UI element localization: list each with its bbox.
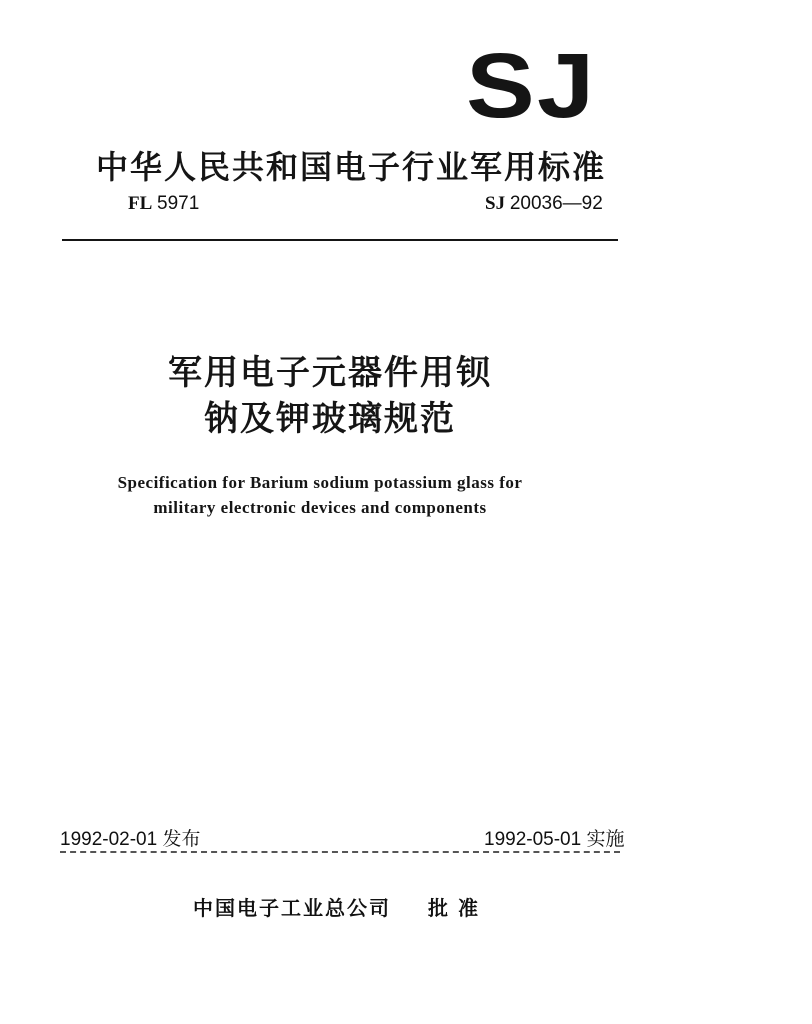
header-divider bbox=[62, 239, 618, 241]
standard-number-value: 20036—92 bbox=[509, 193, 603, 214]
chinese-title-line-2: 钠及钾玻璃规范 bbox=[204, 399, 456, 439]
publish-label: 发布 bbox=[162, 829, 201, 850]
chinese-title-line-1: 军用电子元器件用钡 bbox=[168, 353, 492, 393]
effective-date-block bbox=[484, 824, 625, 851]
approved-label: 批准 bbox=[428, 896, 488, 920]
sj-logo: SJ bbox=[466, 35, 597, 137]
effective-label: 实施 bbox=[586, 829, 625, 850]
publish-date-block bbox=[60, 824, 201, 851]
classification-code bbox=[128, 193, 199, 215]
chinese-title bbox=[0, 350, 660, 442]
publish-date: 1992-02-01 bbox=[60, 829, 158, 850]
effective-date: 1992-05-01 bbox=[484, 829, 582, 850]
standard-number-prefix: SJ bbox=[485, 193, 506, 214]
english-title-line-1: Specification for Barium sodium potassium glass for bbox=[117, 473, 523, 492]
english-title bbox=[0, 470, 640, 520]
standard-number bbox=[485, 193, 603, 215]
approving-organization: 中国电子工业总公司 bbox=[193, 896, 391, 920]
classification-code-prefix: FL bbox=[128, 193, 153, 214]
classification-code-number: 5971 bbox=[157, 193, 200, 214]
english-title-line-2: military electronic devices and components bbox=[153, 498, 487, 517]
footer-divider bbox=[60, 851, 620, 853]
standard-name: 中华人民共和国电子行业军用标准 bbox=[96, 148, 607, 186]
